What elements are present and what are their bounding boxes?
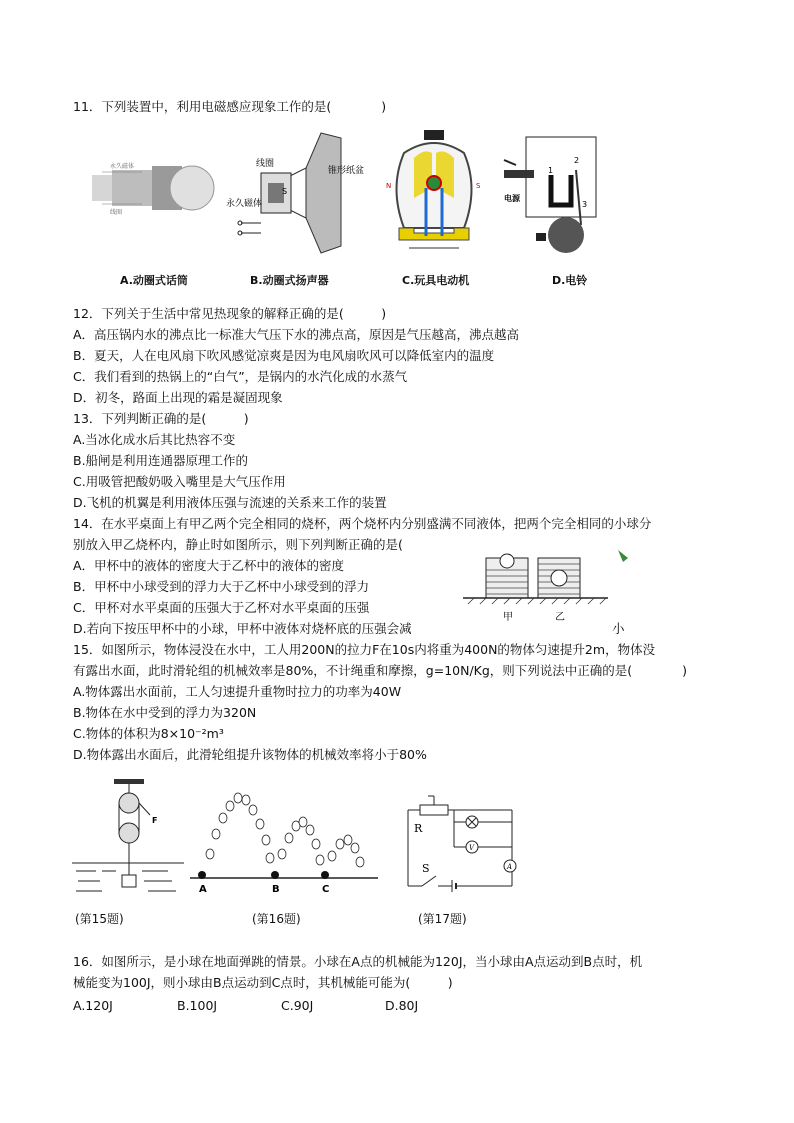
moving-coil-microphone-figure	[92, 130, 222, 250]
fig-d-num-3: 3	[582, 200, 588, 209]
electric-bell-figure	[496, 135, 606, 260]
q12-option-d: D．初冬，路面上出现的霜是凝固现象	[73, 390, 283, 405]
q15-option-d: D.物体露出水面后，此滑轮组提升该物体的机械效率将小于80%	[73, 747, 427, 762]
q16-option-b: B.100J	[177, 998, 218, 1013]
toy-motor-figure	[384, 128, 484, 263]
q12-stem: 12．下列关于生活中常见热现象的解释正确的是( )	[73, 306, 387, 321]
fig15-caption: (第15题)	[75, 912, 124, 926]
q13-stem: 13．下列判断正确的是( )	[73, 411, 249, 426]
q15-stem-line2: 有露出水面，此时滑轮组的机械效率是80%，不计绳重和摩擦，g=10N/Kg，则下列说法中正确的是( )	[73, 663, 688, 678]
q13-option-b: B.船闸是利用连通器原理工作的	[73, 453, 249, 468]
q14-option-a: A．甲杯中的液体的密度大于乙杯中的液体的密度	[73, 558, 345, 573]
q16-options	[73, 997, 489, 1015]
q11-caption-c: C.玩具电动机	[402, 274, 470, 287]
fig16-caption: (第16题)	[252, 912, 301, 926]
q12-option-c: C．我们看到的热锅上的“白气”，是锅内的水汽化成的水蒸气	[73, 369, 408, 384]
q11-stem: 11．下列装置中，利用电磁感应现象工作的是( )	[73, 99, 387, 114]
fig-d-num-2: 2	[574, 156, 580, 165]
q16-option-a: A.120J	[73, 998, 113, 1013]
q14-option-d: D.若向下按压甲杯中的小球，甲杯中液体对烧杯底的压强会减	[73, 621, 412, 636]
fig-c-n-label: N	[386, 182, 392, 190]
q15-stem-line1: 15．如图所示，物体浸没在水中，工人用200N的拉力F在10s内将重为400N的物体匀速提升2m，物体没	[73, 642, 656, 657]
fig-a-label-1: 永久磁体	[110, 163, 135, 170]
q16-stem-line2: 械能变为100J，则小球由B点运动到C点时，其机械能可能为( )	[73, 975, 453, 990]
fig-d-power-label: 电源	[504, 194, 520, 203]
voltmeter-v-label: V	[469, 844, 475, 852]
ammeter-a-label: A	[507, 863, 513, 871]
fig-d-num-1: 1	[548, 166, 554, 175]
q14-stem-line2: 别放入甲乙烧杯内，静止时如图所示，则下列判断正确的是(	[73, 537, 403, 552]
bouncing-ball-figure	[190, 786, 380, 898]
q15-option-c: C.物体的体积为8×10⁻²m³	[73, 726, 224, 741]
fig-a-label-2: 线圈	[110, 209, 123, 216]
fig-b-s-label: S	[282, 187, 288, 196]
q14-option-c: C．甲杯对水平桌面的压强大于乙杯对水平桌面的压强	[73, 600, 370, 615]
fig17-caption: (第17题)	[418, 912, 467, 926]
beaker-yi-label: 乙	[555, 612, 565, 623]
beakers-figure	[458, 548, 630, 628]
moving-coil-speaker-figure	[226, 128, 366, 258]
q15-option-b: B.物体在水中受到的浮力为320N	[73, 705, 257, 720]
q14-option-b: B．甲杯中小球受到的浮力大于乙杯中小球受到的浮力	[73, 579, 370, 594]
resistor-r-label: R	[414, 822, 423, 835]
q16-option-c: C.90J	[281, 998, 314, 1013]
beaker-jia-label: 甲	[503, 612, 513, 623]
fig-b-cone-label: 锥形纸盆	[328, 166, 365, 176]
q14-option-d-trail: 小	[612, 621, 625, 636]
q13-option-c: C.用吸管把酸奶吸入嘴里是大气压作用	[73, 474, 286, 489]
q16-option-d: D.80J	[385, 998, 419, 1013]
q16-stem-line1: 16．如图所示，是小球在地面弹跳的情景。小球在A点的机械能为120J，当小球由A点运动到B点时，机	[73, 954, 643, 969]
switch-s-label: S	[422, 862, 430, 875]
point-c-label: C	[322, 884, 330, 895]
q14-stem-line1: 14．在水平桌面上有甲乙两个完全相同的烧杯，两个烧杯内分别盛满不同液体，把两个完全相同的小球分	[73, 516, 652, 531]
q15-option-a: A.物体露出水面前，工人匀速提升重物时拉力的功率为40W	[73, 684, 402, 699]
q12-option-b: B．夏天，人在电风扇下吹风感觉凉爽是因为电风扇吹风可以降低室内的温度	[73, 348, 495, 363]
q11-caption-a: A.动圈式话筒	[120, 274, 188, 287]
pulley-figure	[72, 775, 184, 905]
force-f-label: F	[152, 816, 158, 825]
point-a-label: A	[199, 884, 207, 895]
fig-b-magnet-label: 永久磁体	[226, 199, 263, 209]
q13-option-d: D.飞机的机翼是利用液体压强与流速的关系来工作的装置	[73, 495, 387, 510]
q11-caption-b: B.动圈式扬声器	[250, 274, 329, 287]
point-b-label: B	[272, 884, 280, 895]
fig-c-s-label: S	[476, 182, 481, 190]
circuit-figure	[392, 792, 524, 900]
q12-option-a: A．高压锅内水的沸点比一标准大气压下水的沸点高，原因是气压越高，沸点越高	[73, 327, 520, 342]
fig-b-coil-label: 线圈	[256, 159, 275, 169]
q13-option-a: A.当冰化成水后其比热容不变	[73, 432, 236, 447]
q11-caption-d: D.电铃	[552, 274, 588, 287]
